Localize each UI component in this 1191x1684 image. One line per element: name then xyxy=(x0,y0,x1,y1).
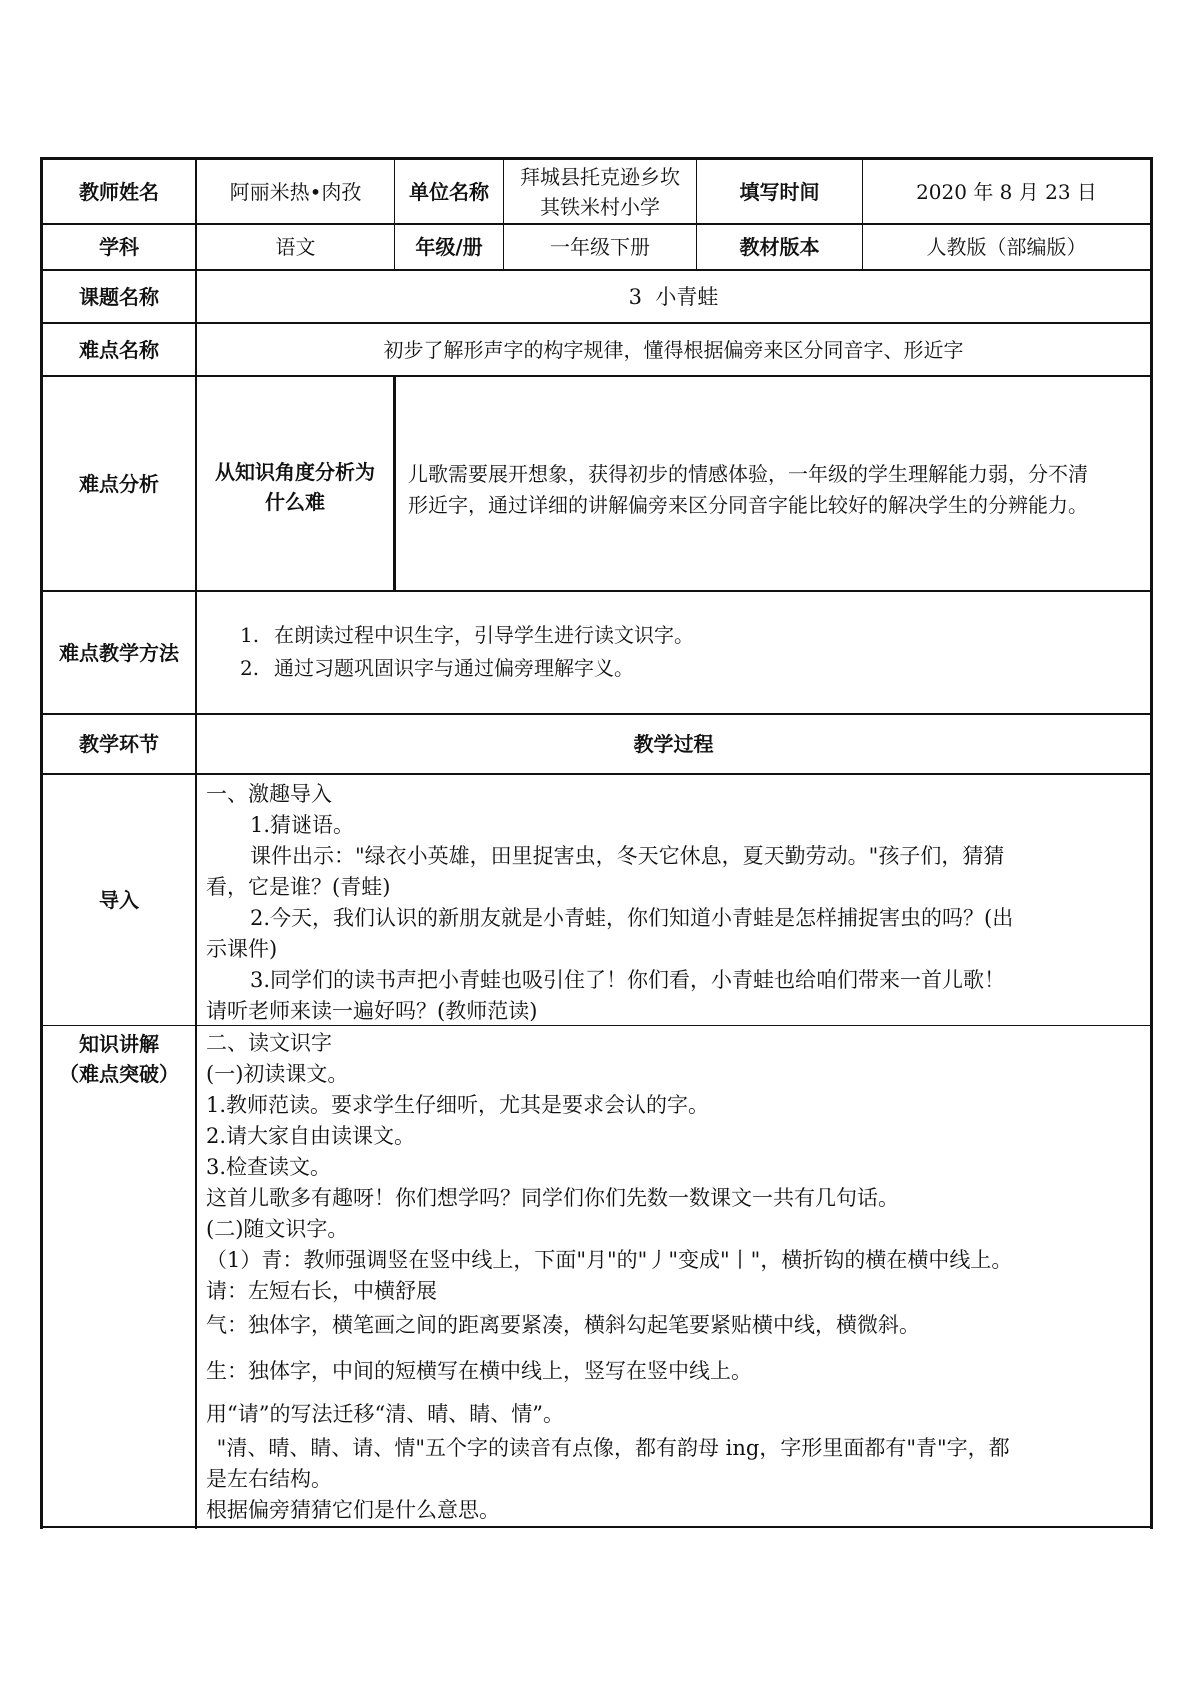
analysis-sub-label-line1: 从知识角度分析为 xyxy=(215,460,375,484)
row-divider xyxy=(40,773,1153,775)
method-item-number: 2. xyxy=(240,656,260,680)
col-divider xyxy=(393,376,396,591)
difficulty-value: 初步了解形声字的构字规律，懂得根据偏旁来区分同音字、形近字 xyxy=(383,337,964,362)
date-label: 填写时间 xyxy=(739,179,820,204)
knowledge-line: 气：独体字，横笔画之间的距离要紧凑，横斜勾起笔要紧贴横中线，横微斜。 xyxy=(206,1313,920,1337)
knowledge-line: 3.检查读文。 xyxy=(206,1155,332,1179)
analysis-text xyxy=(408,459,1148,519)
row-divider xyxy=(40,375,1153,377)
process-header: 教学过程 xyxy=(633,732,714,756)
knowledge-label xyxy=(43,1029,195,1089)
knowledge-line: 2.请大家自由读课文。 xyxy=(206,1124,416,1148)
grade-value: 一年级下册 xyxy=(550,235,650,259)
method-item xyxy=(240,652,1120,685)
knowledge-line: 请：左短右长，中横舒展 xyxy=(206,1279,437,1303)
grade-label: 年级/册 xyxy=(415,235,483,259)
analysis-label: 难点分析 xyxy=(79,471,159,496)
knowledge-line: 这首儿歌多有趣呀！你们想学吗？同学们你们先数一数课文一共有几句话。 xyxy=(206,1186,899,1210)
knowledge-label-line2: （难点突破） xyxy=(59,1062,179,1086)
border-right xyxy=(1150,157,1153,1529)
row-divider xyxy=(40,590,1153,592)
unit-label: 单位名称 xyxy=(409,179,489,204)
intro-line: 课件出示："绿衣小英雄，田里捉害虫，冬天它休息，夏天勤劳动。"孩子们，猜猜 xyxy=(250,844,1005,868)
method-item xyxy=(240,619,1120,652)
method-list xyxy=(240,619,1120,689)
intro-line: 3.同学们的读书声把小青蛙也吸引住了！你们看，小青蛙也给咱们带来一首儿歌！ xyxy=(250,968,1006,992)
knowledge-label-line1: 知识讲解 xyxy=(79,1032,159,1056)
analysis-sub-label-line2: 什么难 xyxy=(265,490,325,514)
edition-value: 人教版（部编版） xyxy=(926,235,1087,259)
knowledge-line: (二)随文识字。 xyxy=(206,1217,349,1241)
intro-line: 请听老师来读一遍好吗？(教师范读) xyxy=(206,999,538,1023)
teacher-label: 教师姓名 xyxy=(79,179,159,204)
knowledge-line: 1.教师范读。要求学生仔细听，尤其是要求会认的字。 xyxy=(206,1093,710,1117)
intro-line: 2.今天，我们认识的新朋友就是小青蛙，你们知道小青蛙是怎样捕捉害虫的吗？(出 xyxy=(250,906,1014,930)
topic-value: 3 小青蛙 xyxy=(628,284,719,309)
edition-label: 教材版本 xyxy=(739,235,820,259)
method-item-text: 通过习题巩固识字与通过偏旁理解字义。 xyxy=(274,656,634,680)
stage-header: 教学环节 xyxy=(79,732,159,756)
method-label: 难点教学方法 xyxy=(59,640,179,665)
intro-line: 看，它是谁？(青蛙) xyxy=(206,875,391,899)
analysis-text-line2: 形近字，通过详细的讲解偏旁来区分同音字能比较好的解决学生的分辨能力。 xyxy=(408,493,1088,517)
unit-value-line2: 其铁米村小学 xyxy=(540,194,660,219)
teacher-value: 阿丽米热•肉孜 xyxy=(229,179,362,204)
analysis-sub-label xyxy=(197,457,393,517)
knowledge-line: 用“请”的写法迁移“清、晴、睛、情”。 xyxy=(206,1402,564,1426)
knowledge-line: 二、读文识字 xyxy=(206,1031,332,1055)
topic-label: 课题名称 xyxy=(79,284,159,309)
intro-line: 示课件) xyxy=(206,937,278,961)
intro-label: 导入 xyxy=(99,888,139,912)
date-value: 2020 年 8 月 23 日 xyxy=(916,179,1097,204)
unit-value xyxy=(504,160,696,223)
knowledge-line: "清、晴、睛、请、情"五个字的读音有点像，都有韵母 ing，字形里面都有"青"字，都 xyxy=(210,1436,1010,1460)
knowledge-line: (一)初读课文。 xyxy=(206,1062,349,1086)
intro-line: 1.猜谜语。 xyxy=(250,813,355,837)
unit-value-line1: 拜城县托克逊乡坎 xyxy=(520,164,680,189)
method-item-text: 在朗读过程中识生字，引导学生进行读文识字。 xyxy=(274,623,694,647)
intro-line: 一、激趣导入 xyxy=(206,782,332,806)
lesson-plan-table xyxy=(40,157,1153,1529)
difficulty-label: 难点名称 xyxy=(79,337,159,362)
knowledge-line: （1）青：教师强调竖在竖中线上，下面"月"的"丿"变成"丨"，横折钩的横在横中线上。 xyxy=(206,1248,1013,1272)
border-bottom xyxy=(40,1526,1153,1528)
subject-label: 学科 xyxy=(99,235,139,259)
knowledge-line: 是左右结构。 xyxy=(206,1467,332,1491)
method-item-number: 1. xyxy=(240,623,260,647)
analysis-text-line1: 儿歌需要展开想象，获得初步的情感体验，一年级的学生理解能力弱，分不清 xyxy=(408,462,1088,486)
subject-value: 语文 xyxy=(275,235,316,259)
knowledge-line: 生：独体字，中间的短横写在横中线上，竖写在竖中线上。 xyxy=(206,1359,752,1383)
knowledge-line: 根据偏旁猜猜它们是什么意思。 xyxy=(206,1498,500,1522)
